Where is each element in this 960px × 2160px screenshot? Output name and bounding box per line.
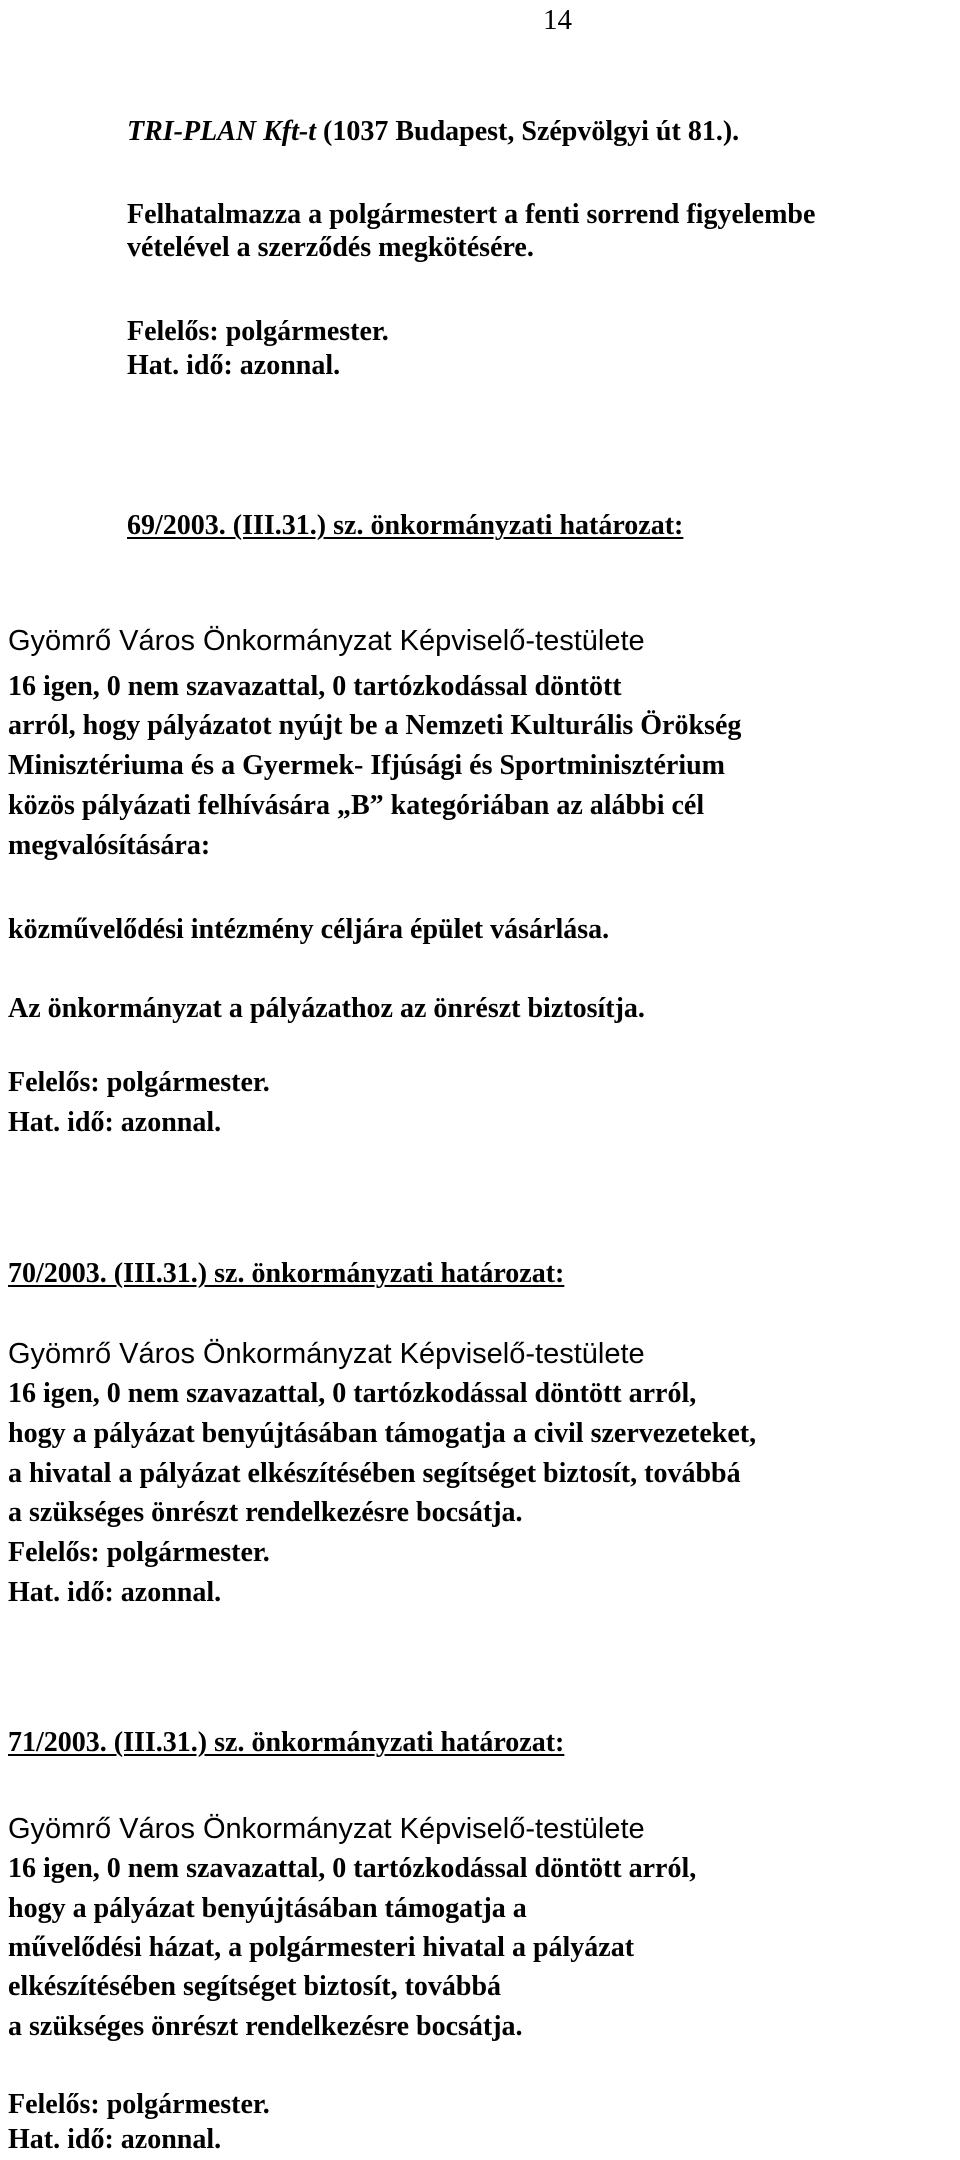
resolution-69-goal: közművelődési intézmény céljára épület vásárlása. xyxy=(8,914,610,945)
resolution-69-line: arról, hogy pályázatot nyújt be a Nemzeti Kulturális Örökség xyxy=(8,710,742,741)
page-number: 14 xyxy=(543,4,572,36)
resolution-71-responsible: Felelős: polgármester. xyxy=(8,2089,270,2120)
company-name: TRI-PLAN Kft-t xyxy=(127,116,316,147)
resolution-69-line: Minisztériuma és a Gyermek- Ifjúsági és Sportminisztérium xyxy=(8,750,725,781)
resolution-69-self-share: Az önkormányzat a pályázathoz az önrészt biztosítja. xyxy=(8,993,645,1024)
resolution-69-responsible: Felelős: polgármester. xyxy=(8,1067,270,1098)
resolution-70-responsible: Felelős: polgármester. xyxy=(8,1537,270,1568)
resolution-70-deadline: Hat. idő: azonnal. xyxy=(8,1577,222,1608)
resolution-71-line: a szükséges önrészt rendelkezésre bocsátja. xyxy=(8,2011,523,2042)
resolution-71-line: elkészítésében segítséget biztosít, továbbá xyxy=(8,1971,502,2002)
resolution-71-heading: 71/2003. (III.31.) sz. önkormányzati határozat: xyxy=(8,1727,565,1758)
resolution-70-line: a szükséges önrészt rendelkezésre bocsátja. xyxy=(8,1497,523,1528)
company-line xyxy=(127,116,739,148)
resolution-69-body-title: Gyömrő Város Önkormányzat Képviselő-testülete xyxy=(8,625,645,657)
intro-responsible: Felelős: polgármester. xyxy=(127,316,389,347)
authorize-line-1: Felhatalmazza a polgármestert a fenti sorrend figyelembe xyxy=(127,199,816,230)
resolution-69-line: megvalósítására: xyxy=(8,830,211,861)
resolution-71-line: hogy a pályázat benyújtásában támogatja a xyxy=(8,1893,527,1924)
resolution-71-line: művelődési házat, a polgármesteri hivatal a pályázat xyxy=(8,1932,635,1963)
resolution-71-line: 16 igen, 0 nem szavazattal, 0 tartózkodással döntött arról, xyxy=(8,1853,697,1884)
resolution-69-line: 16 igen, 0 nem szavazattal, 0 tartózkodással döntött xyxy=(8,671,622,702)
company-address: (1037 Budapest, Szépvölgyi út 81.). xyxy=(316,116,740,147)
resolution-69-line: közös pályázati felhívására „B” kategóriában az alábbi cél xyxy=(8,790,705,821)
resolution-70-line: 16 igen, 0 nem szavazattal, 0 tartózkodással döntött arról, xyxy=(8,1378,697,1409)
resolution-70-line: hogy a pályázat benyújtásában támogatja a civil szervezeteket, xyxy=(8,1418,757,1449)
resolution-70-body-title: Gyömrő Város Önkormányzat Képviselő-testülete xyxy=(8,1338,645,1370)
resolution-70-heading: 70/2003. (III.31.) sz. önkormányzati határozat: xyxy=(8,1258,565,1289)
intro-deadline: Hat. idő: azonnal. xyxy=(127,350,341,381)
resolution-69-heading: 69/2003. (III.31.) sz. önkormányzati határozat: xyxy=(127,510,684,541)
resolution-69-deadline: Hat. idő: azonnal. xyxy=(8,1107,222,1138)
resolution-71-body-title: Gyömrő Város Önkormányzat Képviselő-testülete xyxy=(8,1813,645,1845)
authorize-line-2: vételével a szerződés megkötésére. xyxy=(127,232,534,263)
resolution-70-line: a hivatal a pályázat elkészítésében segítséget biztosít, továbbá xyxy=(8,1458,741,1489)
resolution-71-deadline: Hat. idő: azonnal. xyxy=(8,2124,222,2155)
